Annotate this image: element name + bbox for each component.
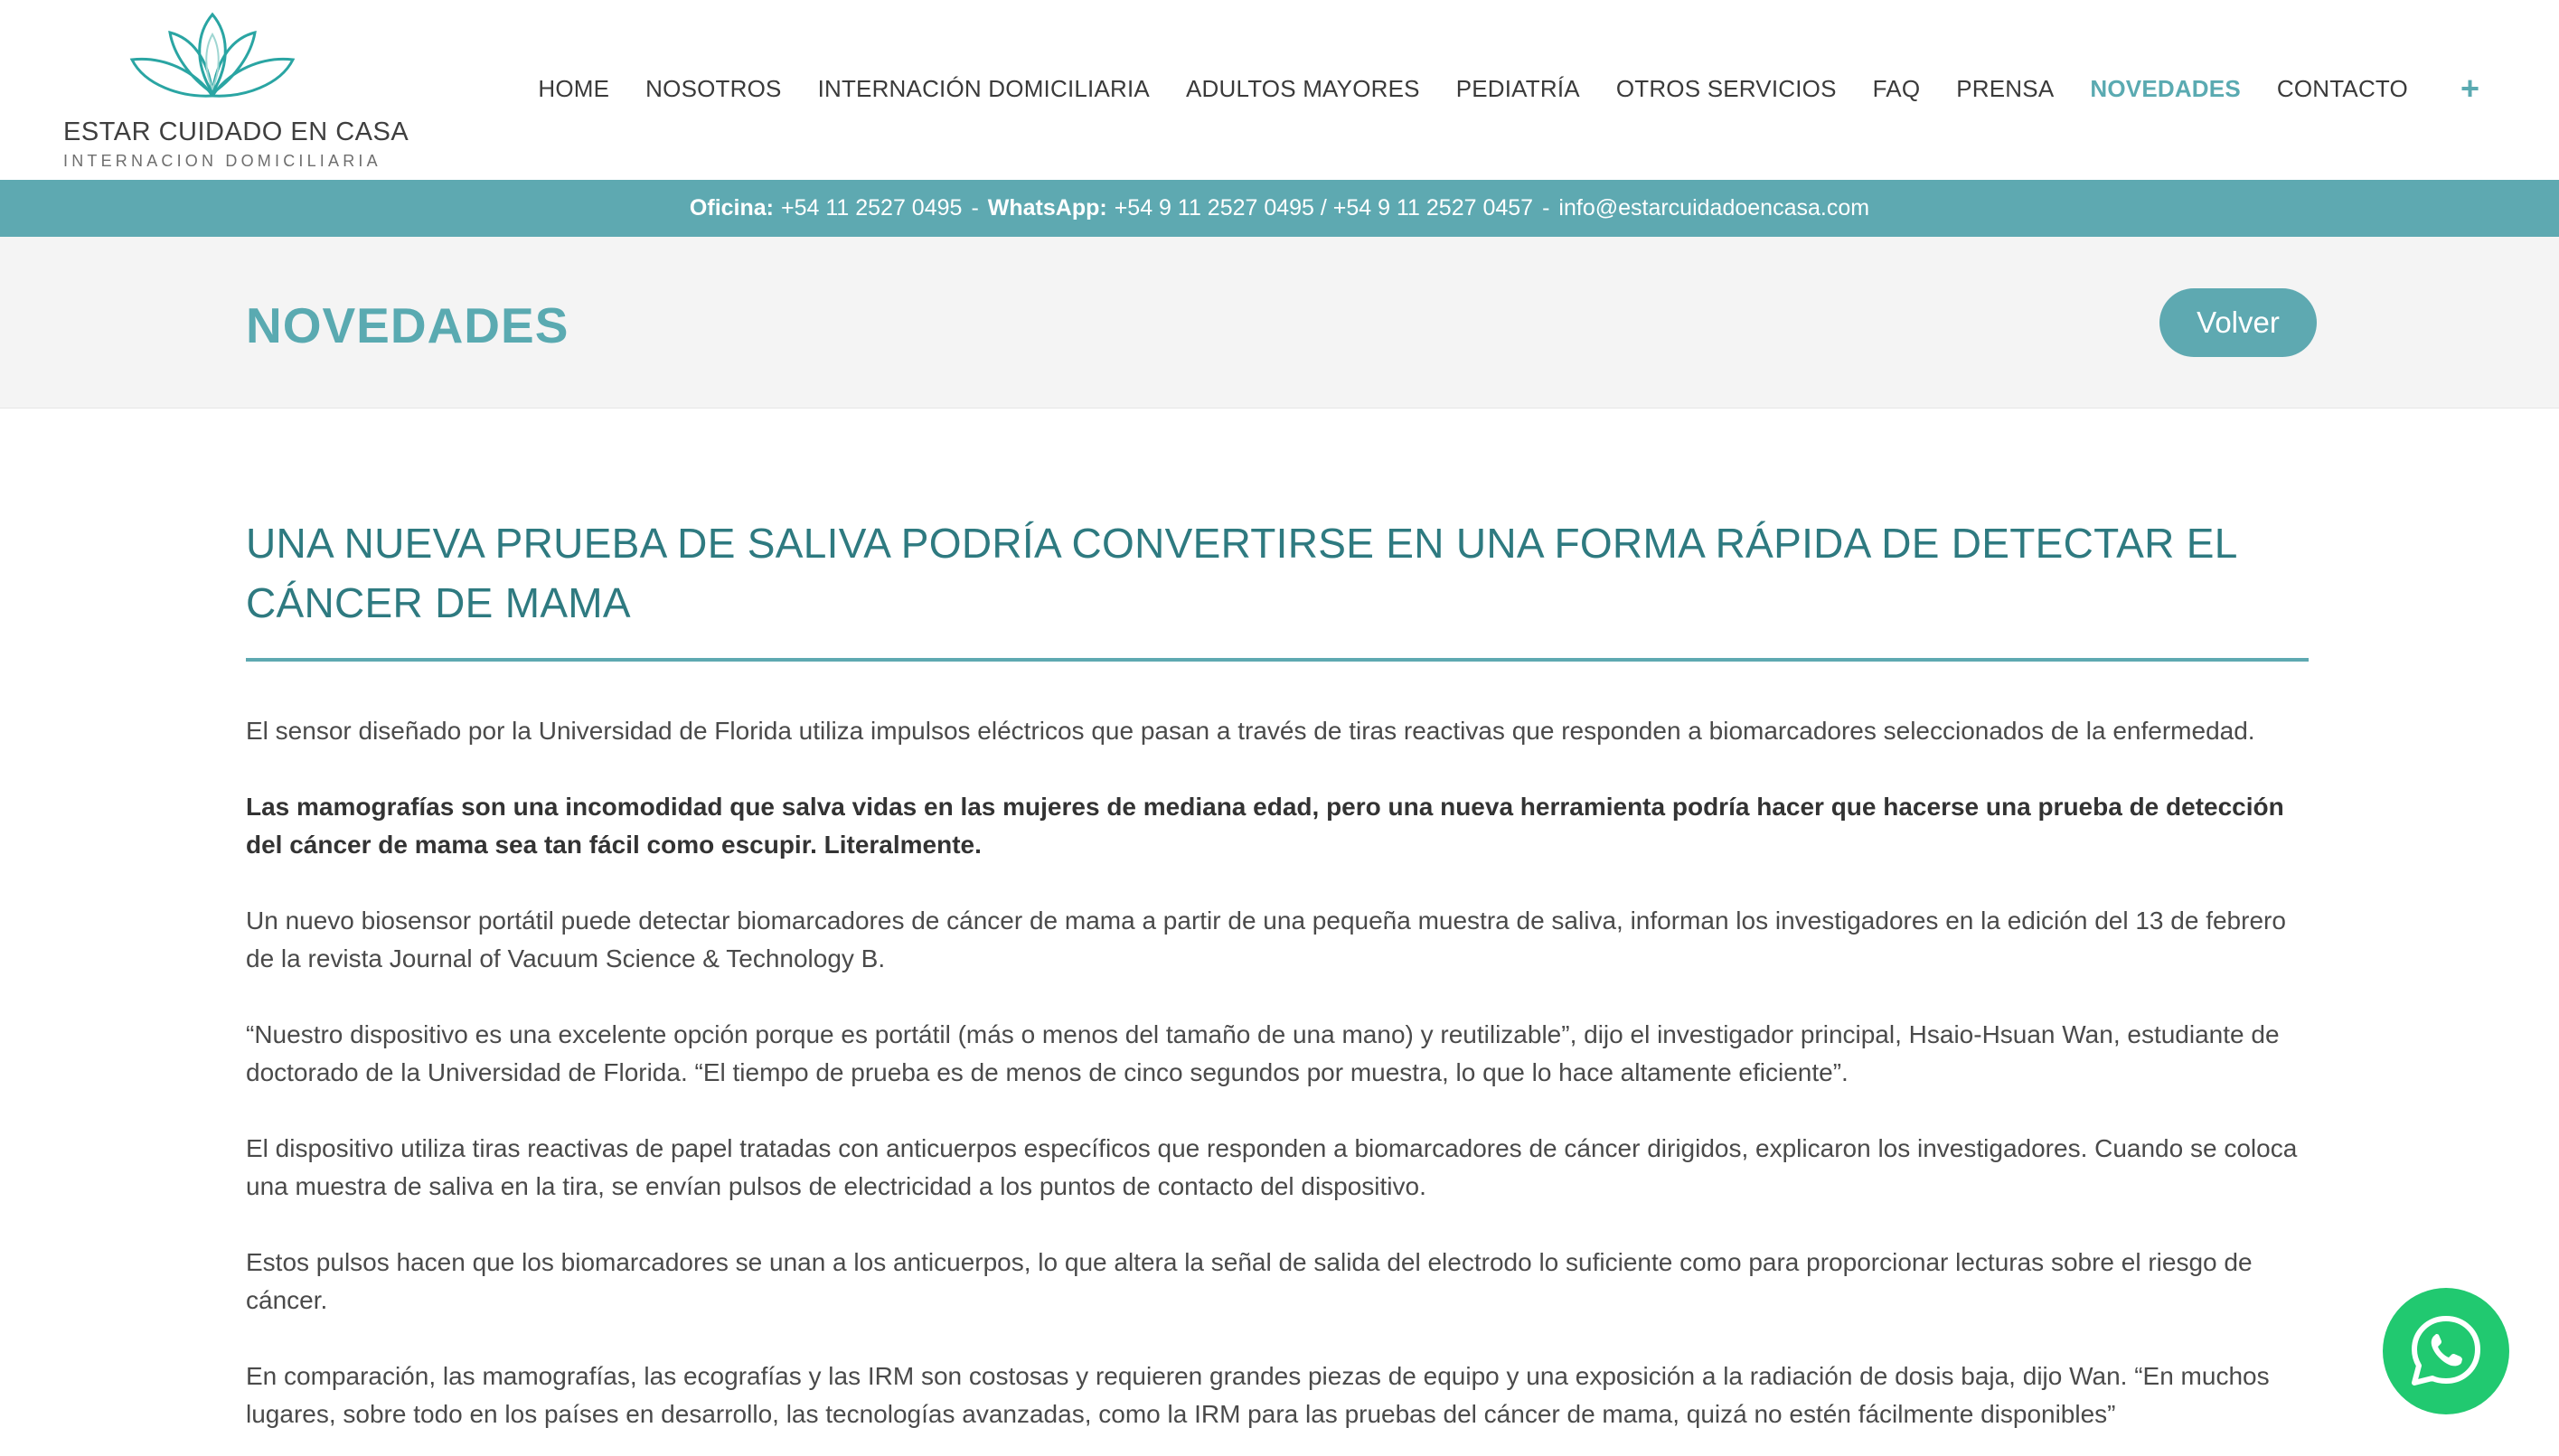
article-paragraph: El dispositivo utiliza tiras reactivas de papel tratadas con anticuerpos específicos que responden a biomarcadores de cáncer dirigidos, explicaron los investigadores. Cuando se coloca una muestra de saliva en la tira, se envían pulsos de electricidad a los puntos de contacto del dispositivo. xyxy=(246,1134,2298,1200)
page-title: NOVEDADES xyxy=(246,297,569,353)
site-header xyxy=(0,0,2559,180)
separator: - xyxy=(971,195,979,221)
contact-email[interactable]: info@estarcuidadoencasa.com xyxy=(1558,195,1870,221)
nav-item-contacto[interactable]: CONTACTO xyxy=(2276,74,2408,102)
page-title-band xyxy=(0,237,2559,409)
nav-item-nosotros[interactable]: NOSOTROS xyxy=(645,74,782,102)
nav-item-home[interactable]: HOME xyxy=(538,74,610,102)
article-lead-paragraph: Las mamografías son una incomodidad que salva vidas en las mujeres de mediana edad, pero una nueva herramienta podría hacer que hacerse una prueba de detección del cáncer de mama sea tan fácil como escupir. Literalmente. xyxy=(246,793,2284,859)
nav-item-internacion-domiciliaria[interactable]: INTERNACIÓN DOMICILIARIA xyxy=(817,74,1150,102)
whatsapp-icon xyxy=(2408,1313,2484,1389)
back-button[interactable]: Volver xyxy=(2159,288,2317,357)
article-title: UNA NUEVA PRUEBA DE SALIVA PODRÍA CONVERTIRSE EN UNA FORMA RÁPIDA DE DETECTAR EL CÁNCER DE MAMA xyxy=(246,520,2236,626)
whatsapp-label: WhatsApp: xyxy=(987,195,1107,221)
article-paragraph: Un nuevo biosensor portátil puede detectar biomarcadores de cáncer de mama a partir de una pequeña muestra de saliva, informan los investigadores en la edición del 13 de febrero de la revista Journal of Vacuum Science & Technology B. xyxy=(246,906,2286,972)
office-phone[interactable]: +54 11 2527 0495 xyxy=(781,195,963,221)
contact-strip xyxy=(0,180,2559,237)
site-logo[interactable] xyxy=(63,7,409,170)
nav-item-otros-servicios[interactable]: OTROS SERVICIOS xyxy=(1615,74,1837,102)
article-paragraph: Estos pulsos hacen que los biomarcadores se unan a los anticuerpos, lo que altera la señal de salida del electrodo lo suficiente como para proporcionar lecturas sobre el riesgo de cáncer. xyxy=(246,1248,2253,1314)
separator: - xyxy=(1542,195,1550,221)
brand-name: ESTAR CUIDADO EN CASA xyxy=(63,117,409,146)
title-divider xyxy=(246,658,2309,662)
whatsapp-float-button[interactable] xyxy=(2383,1288,2509,1414)
nav-item-faq[interactable]: FAQ xyxy=(1872,74,1921,102)
article-paragraph: En comparación, las mamografías, las ecografías y las IRM son costosas y requieren grandes piezas de equipo y una exposición a la radiación de dosis baja, dijo Wan. “En muchos lugares, sobre todo en los países en desarrollo, las tecnologías avanzadas, como la IRM para las pruebas del cáncer de mama, quizá no estén fácilmente disponibles” xyxy=(246,1362,2270,1428)
lotus-logo-icon xyxy=(127,7,298,108)
nav-item-adultos-mayores[interactable]: ADULTOS MAYORES xyxy=(1185,74,1420,102)
office-label: Oficina: xyxy=(689,195,774,221)
nav-item-pediatria[interactable]: PEDIATRÍA xyxy=(1455,74,1580,102)
nav-item-novedades[interactable]: NOVEDADES xyxy=(2090,74,2241,102)
main-nav xyxy=(502,70,2479,107)
nav-item-prensa[interactable]: PRENSA xyxy=(1956,74,2055,102)
plus-icon[interactable]: + xyxy=(2460,70,2479,107)
article-paragraph: El sensor diseñado por la Universidad de Florida utiliza impulsos eléctricos que pasan a través de tiras reactivas que responden a biomarcadores seleccionados de la enfermedad. xyxy=(246,717,2255,745)
article-paragraph: “Nuestro dispositivo es una excelente opción porque es portátil (más o menos del tamaño de una mano) y reutilizable”, dijo el investigador principal, Hsaio-Hsuan Wan, estudiante de doctorado de la Universidad de Florida. “El tiempo de prueba es de menos de cinco segundos por muestra, lo que lo hace altamente eficiente”. xyxy=(246,1020,2280,1086)
article xyxy=(246,513,2309,1433)
brand-tagline: INTERNACION DOMICILIARIA xyxy=(63,152,381,170)
whatsapp-phones[interactable]: +54 9 11 2527 0495 / +54 9 11 2527 0457 xyxy=(1114,195,1534,221)
